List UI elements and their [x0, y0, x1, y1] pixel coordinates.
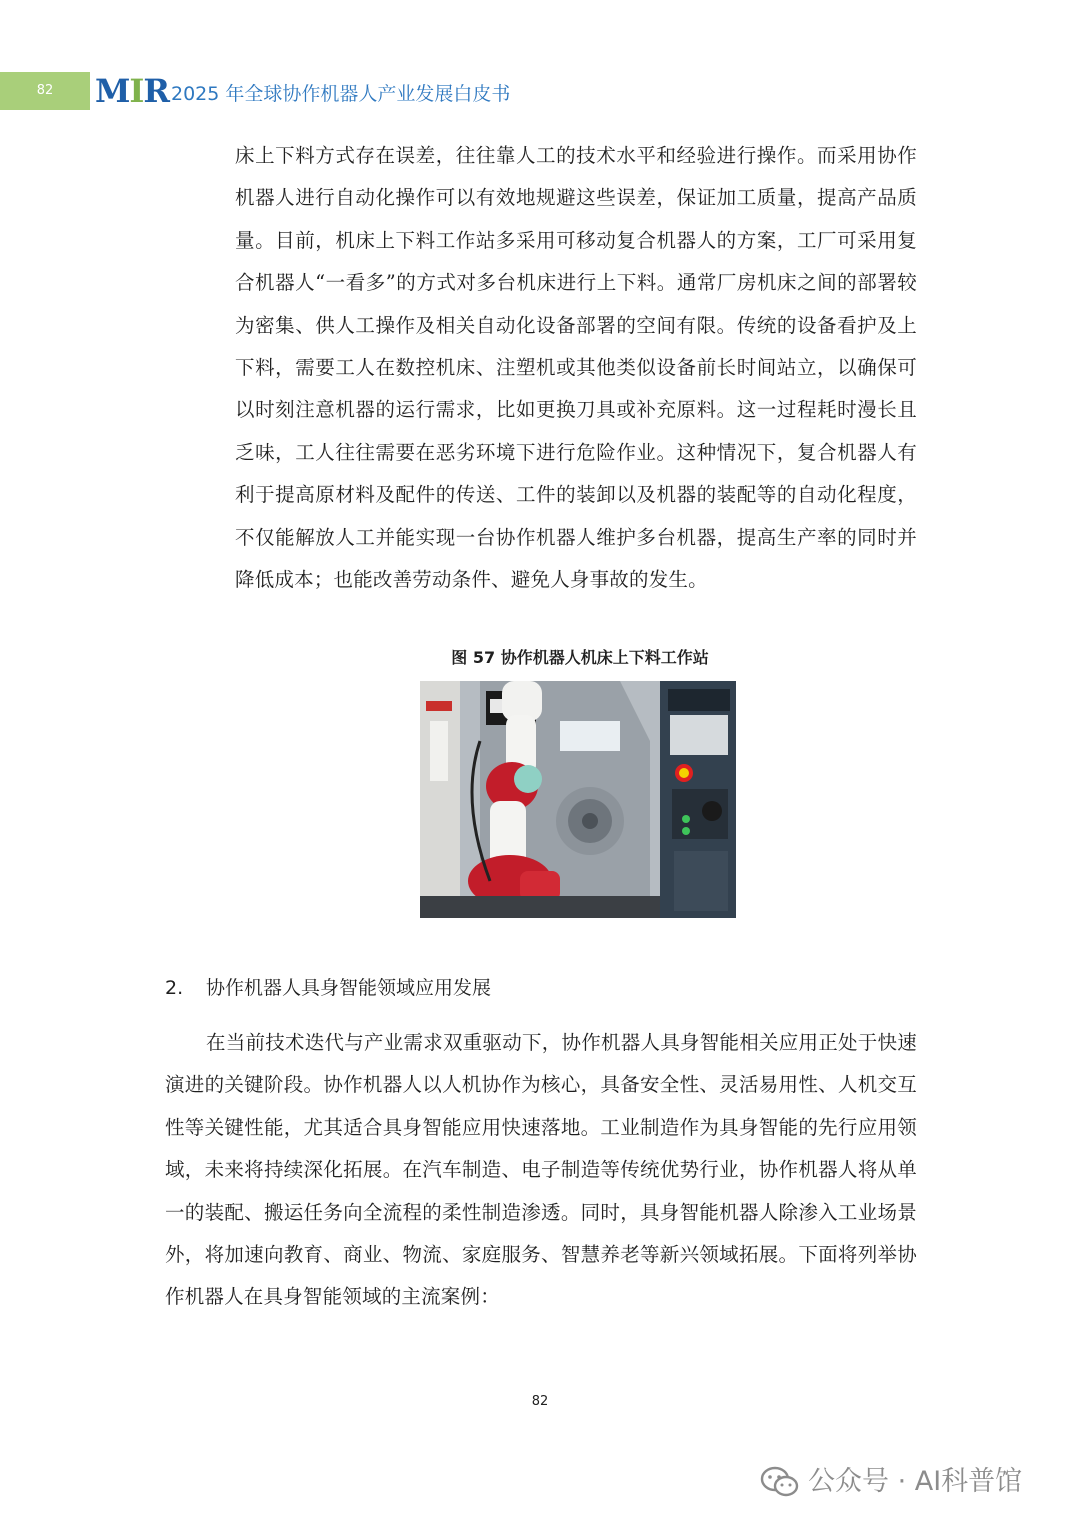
body-paragraph-2: 在当前技术迭代与产业需求双重驱动下，协作机器人具身智能相关应用正处于快速演进的关键阶段。协作机器人以人机协作为核心，具备安全性、灵活易用性、人机交互性等关键性能，尤其适合具身智能应用快速落地。工业制造作为具身智能的先行应用领域，未来将持续深化拓展。在汽车制造、电子制造等传统优势行业，协作机器人将从单一的装配、搬运任务向全流程的柔性制造渗透。同时，具身智能机器人除渗入工业场景外，将加速向教育、商业、物流、家庭服务、智慧养老等新兴领域拓展。下面将列举协作机器人在具身智能领域的主流案例：: [165, 1031, 917, 1309]
body-paragraph-1: 床上下料方式存在误差，往往靠人工的技术水平和经验进行操作。而采用协作机器人进行自动化操作可以有效地规避这些误差，保证加工质量，提高产品质量。目前，机床上下料工作站多采用可移动复合机器人的方案，工厂可采用复合机器人“一看多”的方式对多台机床进行上下料。通常厂房机床之间的部署较为密集、供人工操作及相关自动化设备部署的空间有限。传统的设备看护及上下料，需要工人在数控机床、注塑机或其他类似设备前长时间站立，以确保可以时刻注意机器的运行需求，比如更换刀具或补充原料。这一过程耗时漫长且乏味，工人往往需要在恶劣环境下进行危险作业。这种情况下，复合机器人有利于提高原材料及配件的传送、工件的装卸以及机器的装配等的自动化程度，不仅能解放人工并能实现一台协作机器人维护多台机器，提高生产率的同时并降低成本；也能改善劳动条件、避免人身事故的发生。: [235, 144, 917, 592]
wechat-icon: [760, 1465, 800, 1499]
mir-logo: [95, 72, 169, 110]
header-page-number: 82: [36, 83, 54, 98]
section-number: 2.: [165, 977, 184, 999]
logo-letter-m: M: [95, 72, 130, 110]
section-heading: [165, 970, 491, 1006]
section-title: 协作机器人具身智能领域应用发展: [206, 977, 492, 999]
figure-caption: 图 57 协作机器人机床上下料工作站: [451, 648, 709, 667]
watermark: [760, 1460, 1022, 1504]
footer-page-number: 82: [531, 1394, 549, 1409]
logo-letter-r: R: [143, 72, 169, 110]
logo-letter-i: I: [129, 72, 144, 110]
watermark-text: 公众号 · AI科普馆: [808, 1466, 1023, 1497]
document-title: 2025 年全球协作机器人产业发展白皮书: [171, 83, 511, 105]
robot-machine-tool-photo: [420, 681, 736, 918]
